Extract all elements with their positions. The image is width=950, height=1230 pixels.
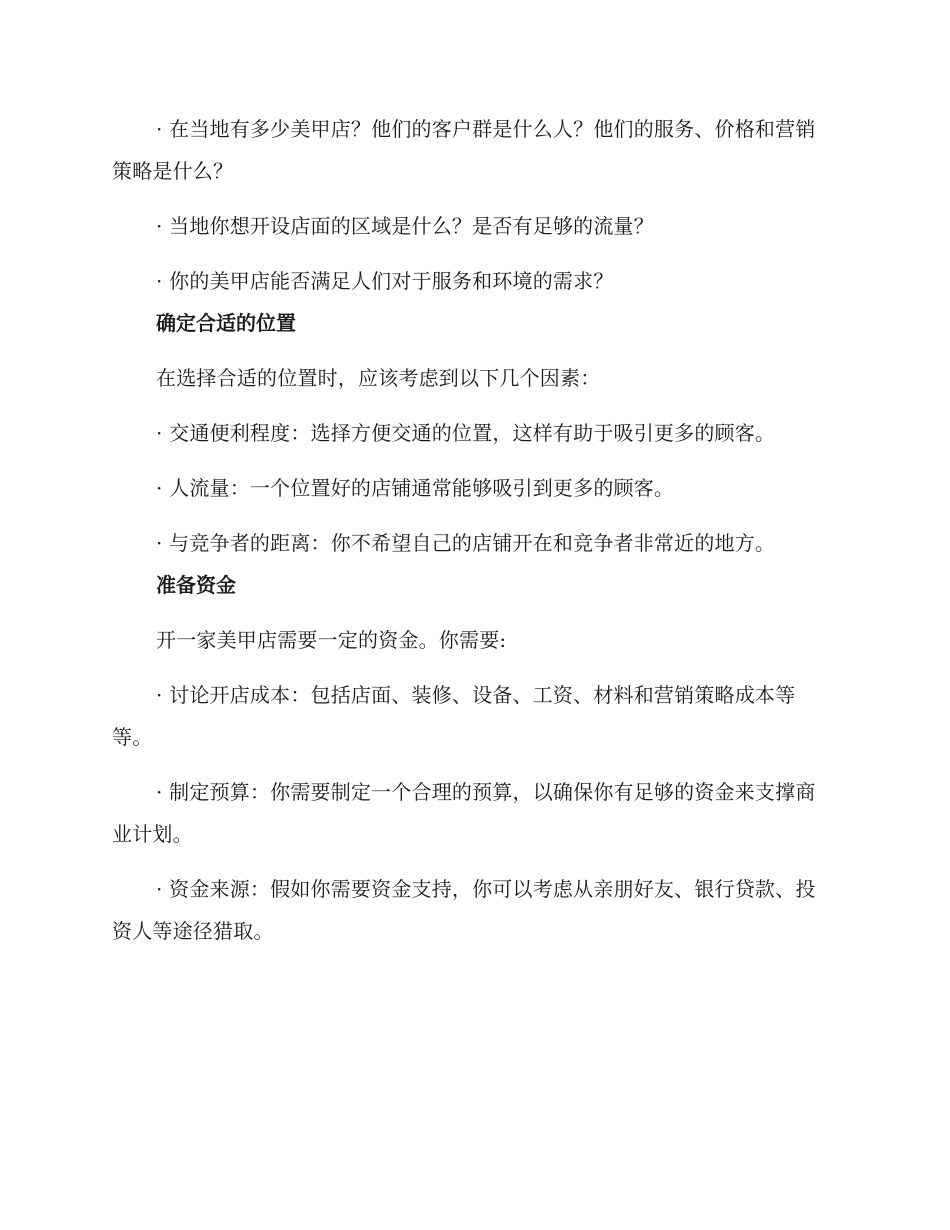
section-heading: 确定合适的位置 <box>156 311 296 335</box>
bullet-paragraph: · 资金来源：假如你需要资金支持，你可以考虑从亲朋好友、银行贷款、投资人等途径猎取。 <box>112 877 816 943</box>
section-heading: 准备资金 <box>156 573 236 597</box>
bullet-paragraph: · 交通便利程度：选择方便交通的位置，这样有助于吸引更多的顾客。 <box>156 421 776 445</box>
bullet-paragraph: · 讨论开店成本：包括店面、装修、设备、工资、材料和营销策略成本等等。 <box>112 683 796 749</box>
bullet-paragraph: · 你的美甲店能否满足人们对于服务和环境的需求？ <box>156 269 614 293</box>
paragraph: 在选择合适的位置时，应该考虑到以下几个因素： <box>156 366 601 390</box>
bullet-paragraph: · 当地你想开设店面的区域是什么？是否有足够的流量？ <box>156 214 654 238</box>
bullet-paragraph: · 与竞争者的距离：你不希望自己的店铺开在和竞争者非常近的地方。 <box>156 531 776 555</box>
bullet-paragraph: · 在当地有多少美甲店？他们的客户群是什么人？他们的服务、价格和营销策略是什么？ <box>112 117 816 183</box>
document-page <box>112 108 826 952</box>
bullet-paragraph: · 人流量：一个位置好的店铺通常能够吸引到更多的顾客。 <box>156 476 675 500</box>
paragraph: 开一家美甲店需要一定的资金。你需要: <box>156 628 507 652</box>
bullet-paragraph: · 制定预算：你需要制定一个合理的预算，以确保你有足够的资金来支撑商业计划。 <box>112 780 816 846</box>
